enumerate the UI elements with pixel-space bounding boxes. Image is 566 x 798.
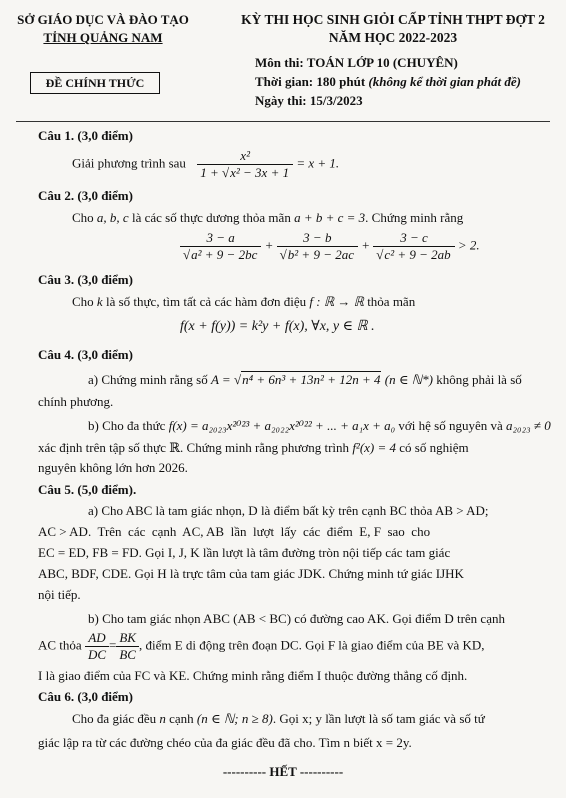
q5a-line4: ABC, BDF, CDE. Gọi H là trực tâm của tam giác JDK. Chứng minh tứ giác IJHK	[38, 566, 464, 581]
q6-line1: Cho đa giác đều n cạnh (n ∈ ℕ; n ≥ 8). Gọi x; y lần lượt là số tam giác và số tứ	[72, 711, 485, 726]
q5b-line1: b) Cho tam giác nhọn ABC (AB < BC) có đường cao AK. Gọi điểm D trên cạnh	[88, 611, 505, 626]
q5b-line3: I là giao điểm của FC và KE. Chứng minh rằng điểm I thuộc đường thẳng cố định.	[38, 668, 468, 683]
q3-title: Câu 3. (3,0 điểm)	[38, 272, 133, 287]
time-label: Thời gian: 180 phút	[255, 74, 366, 89]
q4a-line1: a) Chứng minh rằng số A = √n⁴ + 6n³ + 13n² + 12n + 4 (n ∈ ℕ*) không phải là số	[88, 372, 522, 387]
official-badge: ĐỀ CHÍNH THỨC	[30, 72, 160, 94]
q4b-line3: nguyên không lớn hơn 2026.	[38, 460, 188, 475]
q1-numerator: x²	[240, 148, 250, 163]
q2-line1: Cho a, b, c là các số thực dương thỏa mãn a + b + c = 3. Chứng minh rằng	[72, 210, 464, 225]
q5b-line2: AC thỏa $\frac{AD}{DC}$ = $\frac{BK}{BC}$ , điểm E di động trên đoạn DC. Gọi F là giao điểm của BE và KD,	[38, 630, 485, 662]
q4b-line1: b) Cho đa thức f(x) = a₂₀₂₃x²⁰²³ + a₂₀₂₂x²⁰²² + ... + a₁x + a₀ với hệ số nguyên và a₂₀₂₃ ≠ 0	[88, 418, 551, 433]
time-line	[255, 74, 521, 90]
q1-fraction	[197, 148, 293, 181]
header-divider	[16, 121, 550, 122]
subject-line: Môn thi: TOÁN LỚP 10 (CHUYÊN)	[255, 55, 458, 70]
q5a-line2: AC > AD. Trên các cạnh AC, AB lần lượt lấy các điểm E, F sao cho	[38, 524, 431, 539]
q1-text: Giải phương trình sau	[72, 155, 186, 171]
q3-line1: Cho k là số thực, tìm tất cả các hàm đơn điệu f : ℝ → ℝ thỏa mãn	[72, 294, 416, 309]
q4a-line2: chính phương.	[38, 394, 114, 409]
end-marker: ---------- HẾT ----------	[222, 764, 344, 779]
province-name: TỈNH QUẢNG NAM	[43, 30, 163, 45]
q2-inequality: $\frac{3 - a}{\text{√a² + 9 − 2bc}}$ + $\frac{3 - b}{\text{√b² + 9 − 2ac}}$ + $\frac{3 - c}{\text{√c² + 9 − 2ab}}$ > 2.	[180, 230, 480, 263]
exam-date: Ngày thi: 15/3/2023	[255, 93, 363, 108]
q2-title: Câu 2. (3,0 điểm)	[38, 188, 133, 203]
q1-body	[72, 148, 339, 181]
q4-title: Câu 4. (3,0 điểm)	[38, 347, 133, 362]
q4b-line2: xác định trên tập số thực ℝ. Chứng minh rằng phương trình f²(x) = 4 có số nghiệm	[38, 440, 469, 455]
q1-rhs: = x + 1.	[296, 155, 340, 171]
q3-equation: f(x + f(y)) = k²y + f(x), ∀x, y ∈ ℝ .	[180, 319, 375, 334]
q1-denominator: 1 + √x² − 3x + 1	[197, 164, 293, 181]
time-note: (không kể thời gian phát đề)	[368, 74, 521, 89]
q5a-line5: nội tiếp.	[38, 587, 81, 602]
department-name: SỞ GIÁO DỤC VÀ ĐÀO TẠO	[17, 12, 189, 27]
q5a-line3: EC = ED, FB = FD. Gọi I, J, K lần lượt là tâm đường tròn nội tiếp các tam giác	[38, 545, 451, 560]
q5a-line1: a) Cho ABC là tam giác nhọn, D là điểm bất kỳ trên cạnh BC thỏa AB > AD;	[88, 503, 489, 518]
exam-title: KỲ THI HỌC SINH GIỎI CẤP TỈNH THPT ĐỢT 2	[241, 12, 545, 27]
q1-title: Câu 1. (3,0 điểm)	[38, 128, 133, 143]
school-year: NĂM HỌC 2022-2023	[328, 30, 458, 45]
q6-line2: giác lập ra từ các đường chéo của đa giác đều đã cho. Tìm n biết x = 2y.	[38, 735, 412, 750]
q6-title: Câu 6. (3,0 điểm)	[38, 689, 133, 704]
q5-title: Câu 5. (5,0 điểm).	[38, 482, 137, 497]
